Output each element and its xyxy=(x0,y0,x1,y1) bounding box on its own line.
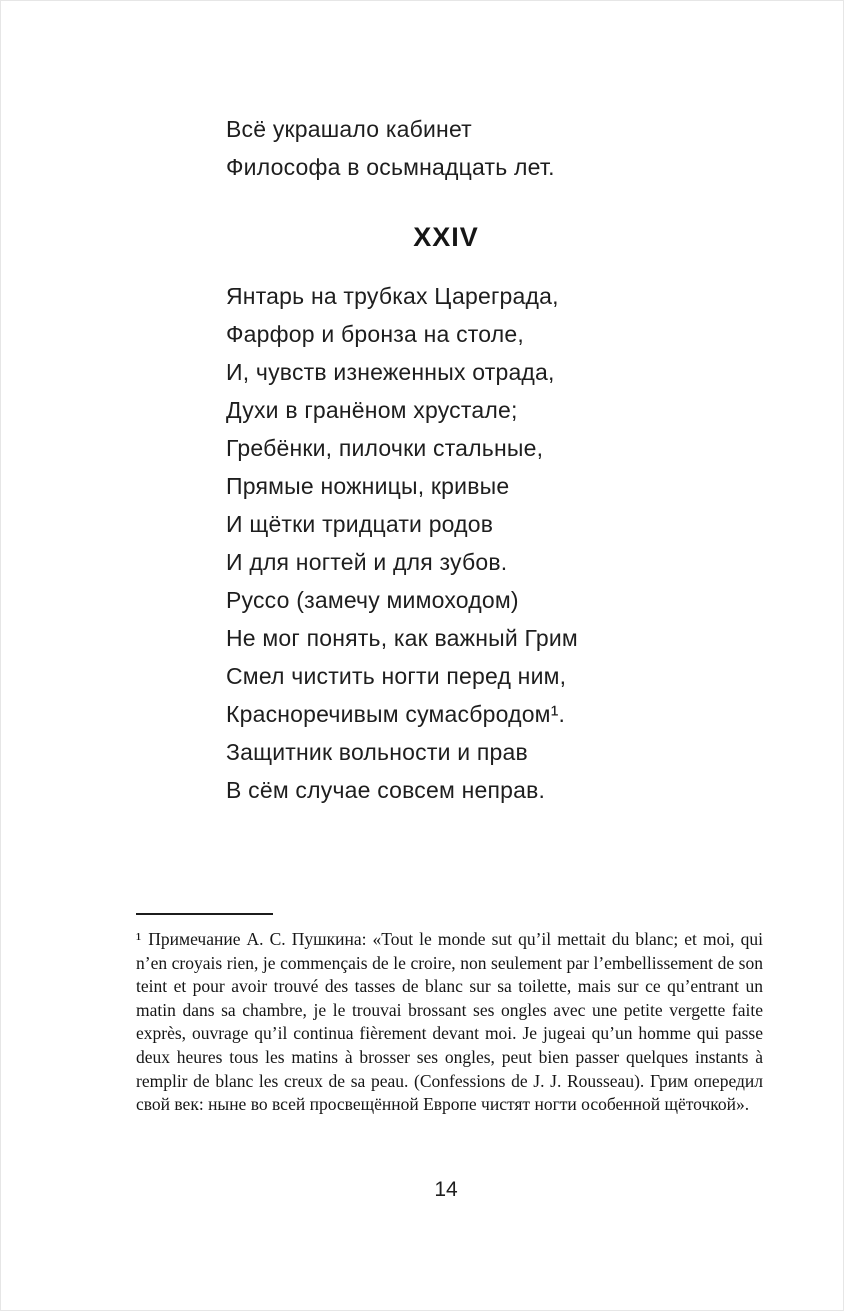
poem-line: Янтарь на трубках Цареграда, xyxy=(226,283,559,309)
poem-line: Всё украшало кабинет xyxy=(226,116,472,142)
footnote-divider xyxy=(136,913,273,915)
poem-line: Руссо (замечу мимоходом) xyxy=(226,587,519,613)
footnote-section xyxy=(136,913,763,1117)
poem-line: В сём случае совсем неправ. xyxy=(226,777,546,803)
stanza-xxiv xyxy=(226,277,578,809)
poem-line: Красноречивым сумасбродом¹. xyxy=(226,701,566,727)
poem-line: И щётки тридцати родов xyxy=(226,511,494,537)
poem-line: Не мог понять, как важный Грим xyxy=(226,625,578,651)
poem-line: Гребёнки, пилочки стальные, xyxy=(226,435,544,461)
stanza-heading: XXIV xyxy=(413,222,479,252)
stanza-continuation xyxy=(226,110,555,186)
poem-line: Смел чистить ногти перед ним, xyxy=(226,663,567,689)
footnote-body: Примечание А. С. Пушкина: «Tout le monde sut qu’il mettait du blanc; et moi, qui n’en croyais rien, je commençais de le croire, non seulement par l’embellissement de son teint et pour avoir trouvé des tasses de blanc sur sa toilette, mais sur ce qu’entrant un matin dans sa chambre, je le trouvai brossant ses ongles avec une petite vergette faite exprès, ouvrage qu’il continua fièrement devant moi. Je jugeai qu’un homme qui passe deux heures tous les matins à brosser ses ongles, peut bien passer quelques instants à remplir de blanc les creux de sa peau. (Confessions de J. J. Rousseau). Грим опередил свой век: ныне во всей просвещённой Европе чистят ногти особенной щёточкой». xyxy=(136,929,763,1115)
poem-line: Духи в гранёном хрустале; xyxy=(226,397,518,423)
footnote-text xyxy=(136,928,763,1117)
poem-line: И для ногтей и для зубов. xyxy=(226,549,508,575)
footnote-marker: ¹ xyxy=(136,929,142,949)
poem-line: И, чувств изнеженных отрада, xyxy=(226,359,555,385)
poem-line: Прямые ножницы, кривые xyxy=(226,473,510,499)
page-number: 14 xyxy=(434,1178,458,1201)
poem-line: Философа в осьмнадцать лет. xyxy=(226,154,555,180)
poem-line: Защитник вольности и прав xyxy=(226,739,528,765)
poem-line: Фарфор и бронза на столе, xyxy=(226,321,524,347)
